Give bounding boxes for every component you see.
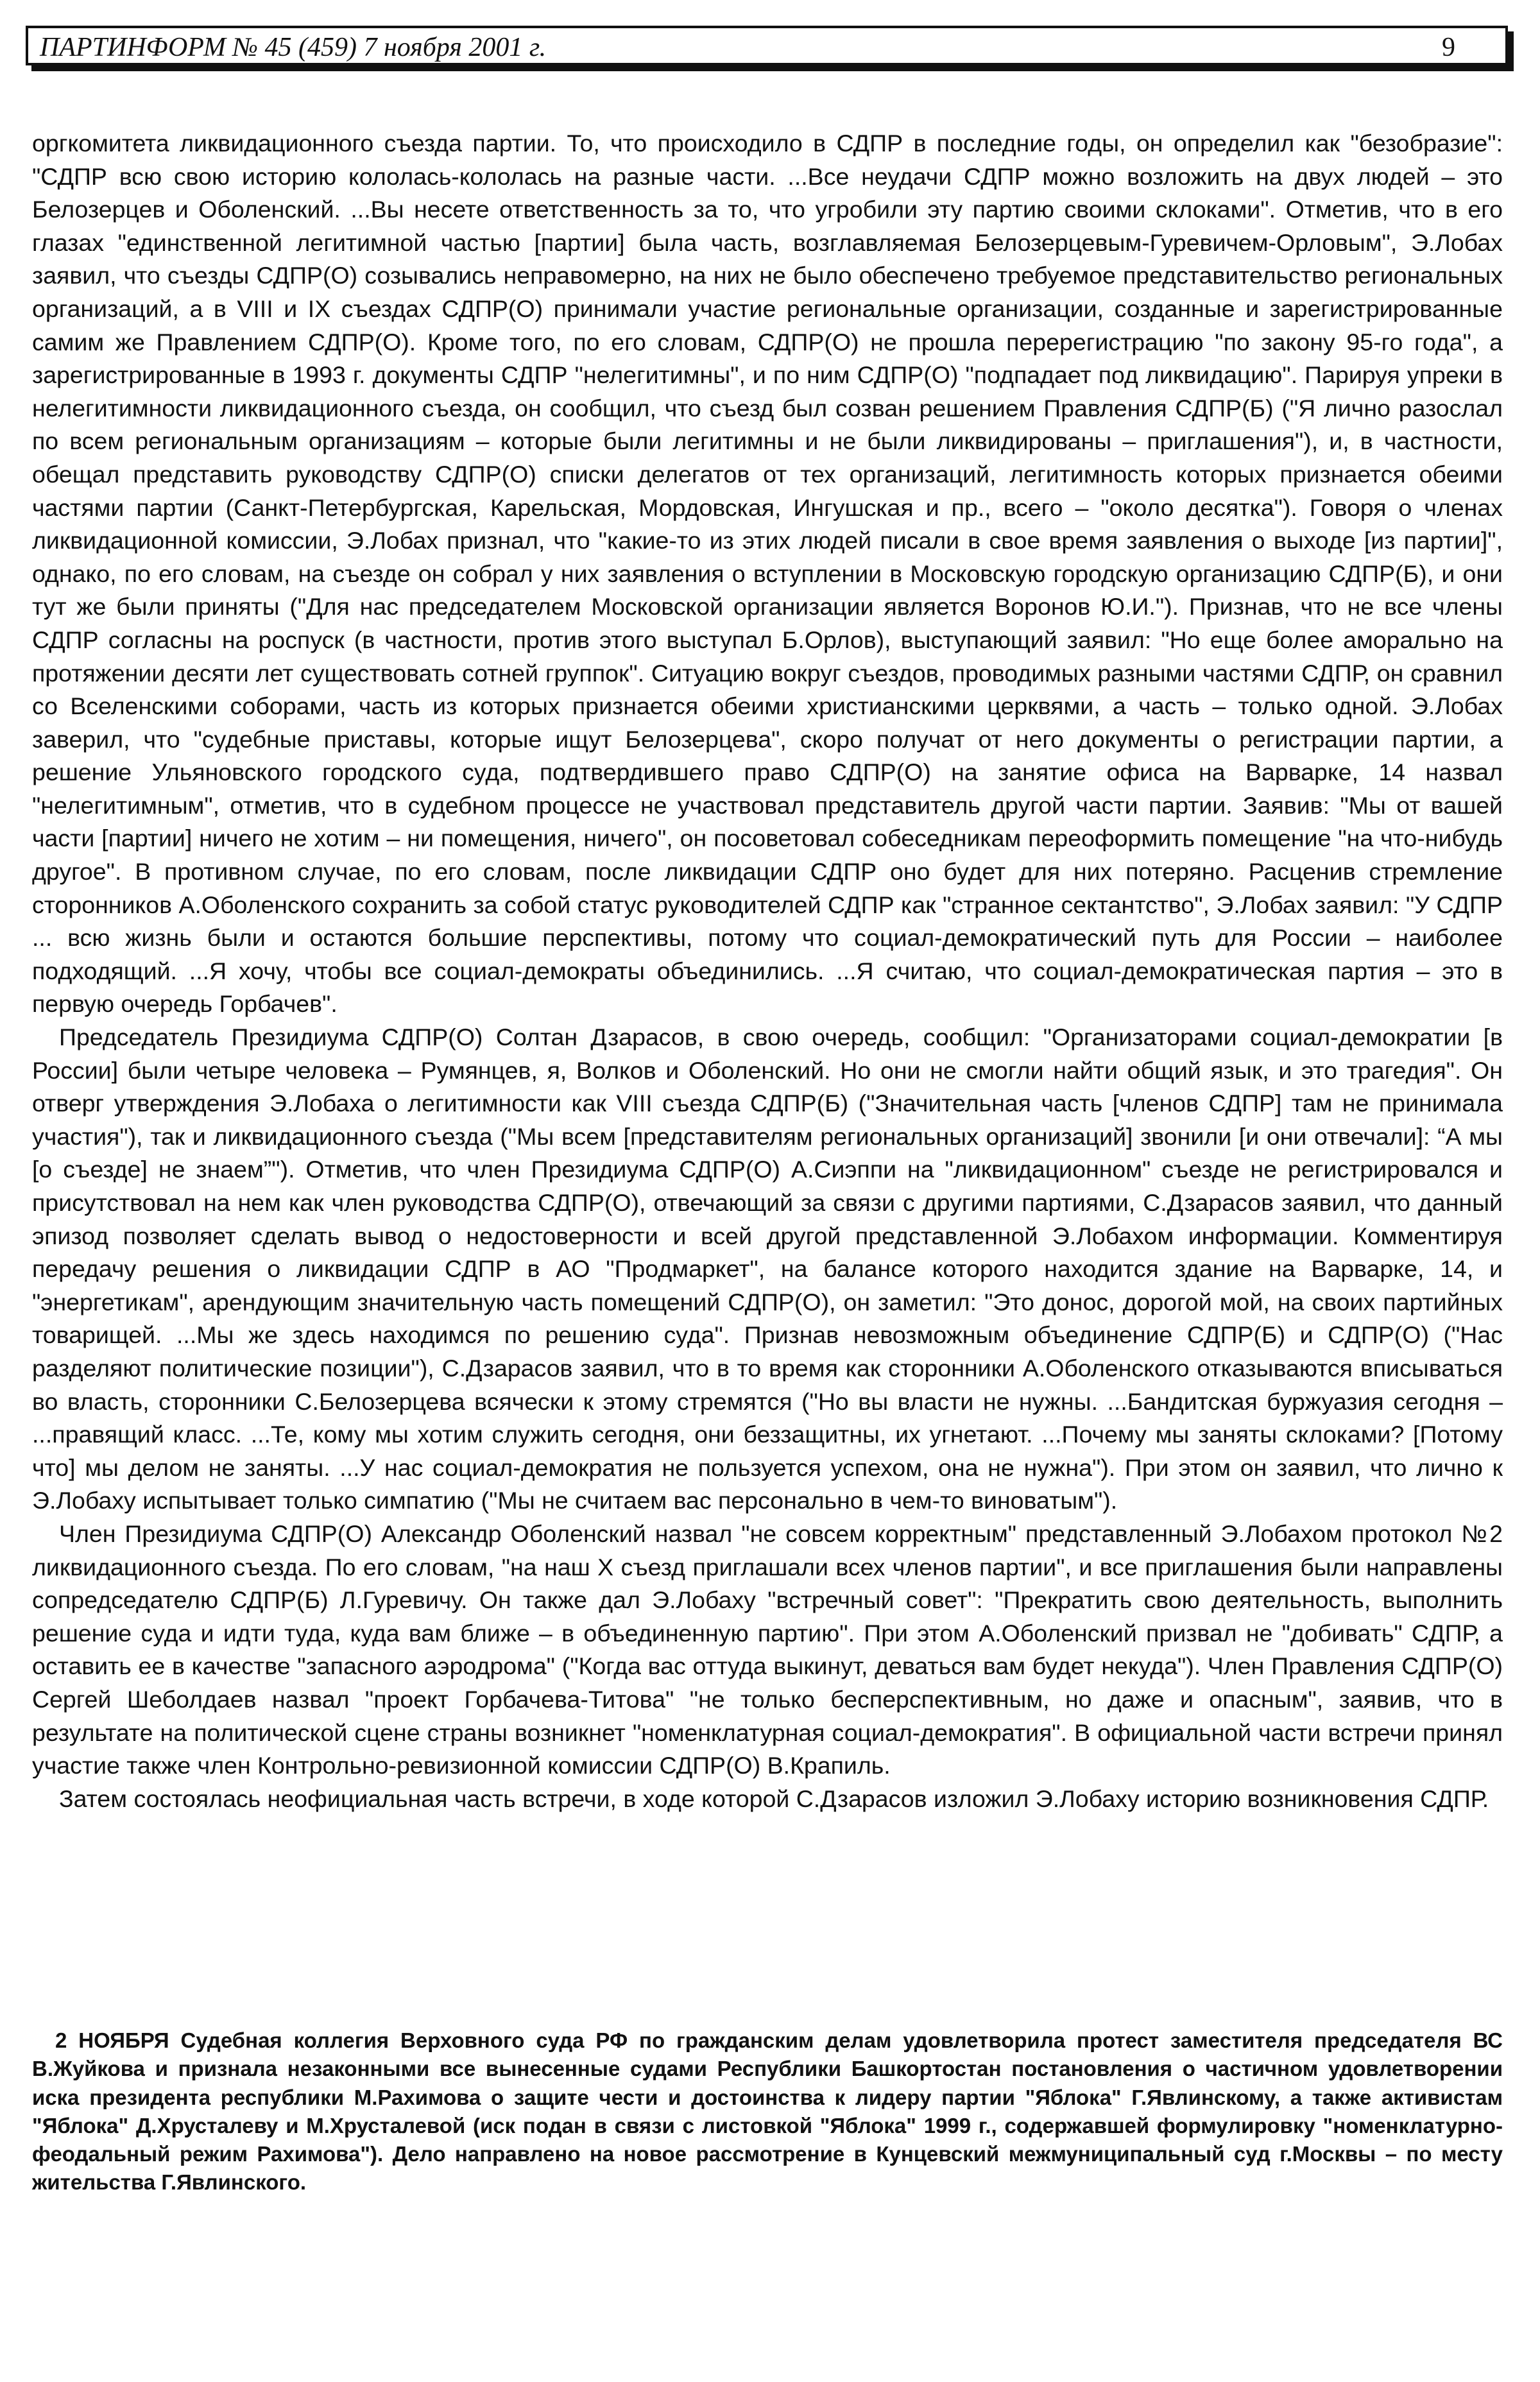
article-paragraph: Председатель Президиума СДПР(О) Солтан Дзарасов, в свою очередь, сообщил: "Организаторами социал-демократии [в России] были четыре человека – Румянцев, я, Волков и Оболенский. Но они не смогли найти общий язык, и это трагедия". Он отверг утверждения Э.Лобаха о легитимности как VIII съезда СДПР(Б) ("Значительная часть [членов СДПР] там не принимала участия"), так и ликвидационного съезда ("Мы всем [представителям региональных организаций] звонили [и они отвечали]: “А мы [о съезде] не знаем”"). Отметив, что член Президиума СДПР(О) А.Сиэппи на "ликвидационном" съезде не регистрировался и присутствовал на нем как член руководства СДПР(О), отвечающий за связи с другими партиями, С.Дзарасов заявил, что данный эпизод позволяет сделать вывод о недостоверности и всей другой представленной Э.Лобахом информации. Комментируя передачу решения о ликвидации СДПР в АО "Продмаркет", на балансе которого находится здание на Варварке, 14, и "энергетикам", арендующим значительную часть помещений СДПР(О), он заметил: "Это донос, дорогой мой, на своих партийных товарищей. ...Мы же здесь находимся по решению суда". Признав невозможным объединение СДПР(Б) и СДПР(О) ("Нас разделяют политические позиции"), С.Дзарасов заявил, что в то время как сторонники А.Оболенского отказываются вписываться во власть, сторонники С.Белозерцева всячески к этому стремятся ("Но вы власти не нужны. ...Бандитская буржуазия сегодня – ...правящий класс. ...Те, кому мы хотим служить сегодня, они беззащитны, их угнетают. ...Почему мы заняты склоками? [Потому что] мы делом не заняты. ...У нас социал-демократия не пользуется успехом, она не нужна"). При этом он заявил, что лично к Э.Лобаху испытывает только симпатию ("Мы не считаем вас персонально в чем-то виноватым"). — [32, 1024, 1503, 1514]
page-header — [26, 26, 1508, 65]
publication-title: ПАРТИНФОРМ № 45 (459) 7 ноября 2001 г. — [40, 33, 547, 62]
article-paragraph: Член Президиума СДПР(О) Александр Оболенский назвал "не совсем корректным" представленный Э.Лобахом протокол №2 ликвидационного съезда. По его словам, "на наш X съезд приглашали всех членов партии", и все приглашения были направлены сопредседателю СДПР(Б) Л.Гуревичу. Он также дал Э.Лобаху "встречный совет": "Прекратить свою деятельность, выполнить решение суда и идти туда, куда вам ближе – в объединенную партию". При этом А.Оболенский призвал не "добивать" СДПР, а оставить ее в качестве "запасного аэродрома" ("Когда вас оттуда выкинут, деваться вам будет некуда"). Член Правления СДПР(О) Сергей Шеболдаев назвал "проект Горбачева-Титова" "не только бесперспективным, но даже и опасным", заявив, что в результате на политической сцене страны возникнет "номенклатурная социал-демократия". В официальной части встречи принял участие также член Контрольно-ревизионной комиссии СДПР(О) В.Крапиль. — [32, 1520, 1503, 1779]
article-paragraph: Затем состоялась неофициальная часть встречи, в ходе которой С.Дзарасов изложил Э.Лобаху историю возникновения СДПР. — [59, 1785, 1489, 1812]
article-paragraph: оргкомитета ликвидационного съезда партии. То, что происходило в СДПР в последние годы, он определил как "безобразие": "СДПР всю свою историю кололась-кололась на разные части. ...Все неудачи СДПР можно возложить на двух людей – это Белозерцев и Оболенский. ...Вы несете ответственность за то, что угробили эту партию своими склоками". Отметив, что в его глазах "единственной легитимной частью [партии] была часть, возглавляемая Белозерцевым-Гуревичем-Орловым", Э.Лобах заявил, что съезды СДПР(О) созывались неправомерно, на них не было обеспечено требуемое представительство региональных организаций, а в VIII и IX съездах СДПР(О) принимали участие региональные организации, созданные и зарегистрированные самим же Правлением СДПР(О). Кроме того, по его словам, СДПР(О) не прошла перерегистрацию "по закону 95-го года", а зарегистрированные в 1993 г. документы СДПР "нелегитимны", и по ним СДПР(О) "подпадает под ликвидацию". Парируя упреки в нелегитимности ликвидационного съезда, он сообщил, что съезд был созван решением Правления СДПР(Б) ("Я лично разослал по всем региональным организациям – которые были легитимны и не были ликвидированы – приглашения"), и, в частности, обещал представить руководству СДПР(О) списки делегатов от тех организаций, легитимность которых признается обеими частями партии (Санкт-Петербургская, Карельская, Мордовская, Ингушская и пр., всего – "около десятка"). Говоря о членах ликвидационной комиссии, Э.Лобах признал, что "какие-то из этих людей писали в свое время заявления о выходе [из партии]", однако, по его словам, на съезде он собрал у них заявления о вступлении в Московскую городскую организацию СДПР(Б), и они тут же были приняты ("Для нас председателем Московской организации является Воронов Ю.И."). Признав, что не все члены СДПР согласны на роспуск (в частности, против этого выступал Б.Орлов), выступающий заявил: "Но еще более аморально на протяжении десяти лет существовать сотней группок". Ситуацию вокруг съездов, проводимых разными частями СДПР, он сравнил со Вселенскими соборами, часть из которых признается обеими христианскими церквями, а часть – только одной. Э.Лобах заверил, что "судебные приставы, которые ищут Белозерцева", скоро получат от него документы о регистрации партии, а решение Ульяновского городского суда, подтвердившего право СДПР(О) на занятие офиса на Варварке, 14 назвал "нелегитимным", отметив, что в судебном процессе не участвовал представитель другой части партии. Заявив: "Мы от вашей части [партии] ничего не хотим – ни помещения, ничего", он посоветовал собеседникам переоформить помещение "на что-нибудь другое". В противном случае, по его словам, после ликвидации СДПР оно будет для них потеряно. Расценив стремление сторонников А.Оболенского сохранить за собой статус руководителей СДПР как "странное сектантство", Э.Лобах заявил: "У СДПР ... всю жизнь были и остаются большие перспективы, потому что социал-демократический путь для России – наиболее подходящий. ...Я хочу, чтобы все социал-демократы объединились. ...Я считаю, что социал-демократическая партия – это в первую очередь Горбачев". — [32, 130, 1503, 1018]
article-body — [32, 127, 1503, 1815]
news-item: 2 НОЯБРЯ Судебная коллегия Верховного суда РФ по гражданским делам удовлетворила протест заместителя председателя ВС В.Жуйкова и признала незаконными все вынесенные судами Республики Башкортостан постановления о частичном удовлетворении иска президента республики М.Рахимова о защите чести и достоинства к лидеру партии "Яблока" Г.Явлинскому, а также активистам "Яблока" Д.Хрусталеву и М.Хрусталевой (иск подан в связи с листовкой "Яблока" 1999 г., содержавшей формулировку "номенклатурно-феодальный режим Рахимова"). Дело направлено на новое рассмотрение в Кунцевский межмуниципальный суд г.Москвы – по месту жительства Г.Явлинского. — [32, 2028, 1503, 2195]
page-number: 9 — [1442, 33, 1455, 62]
